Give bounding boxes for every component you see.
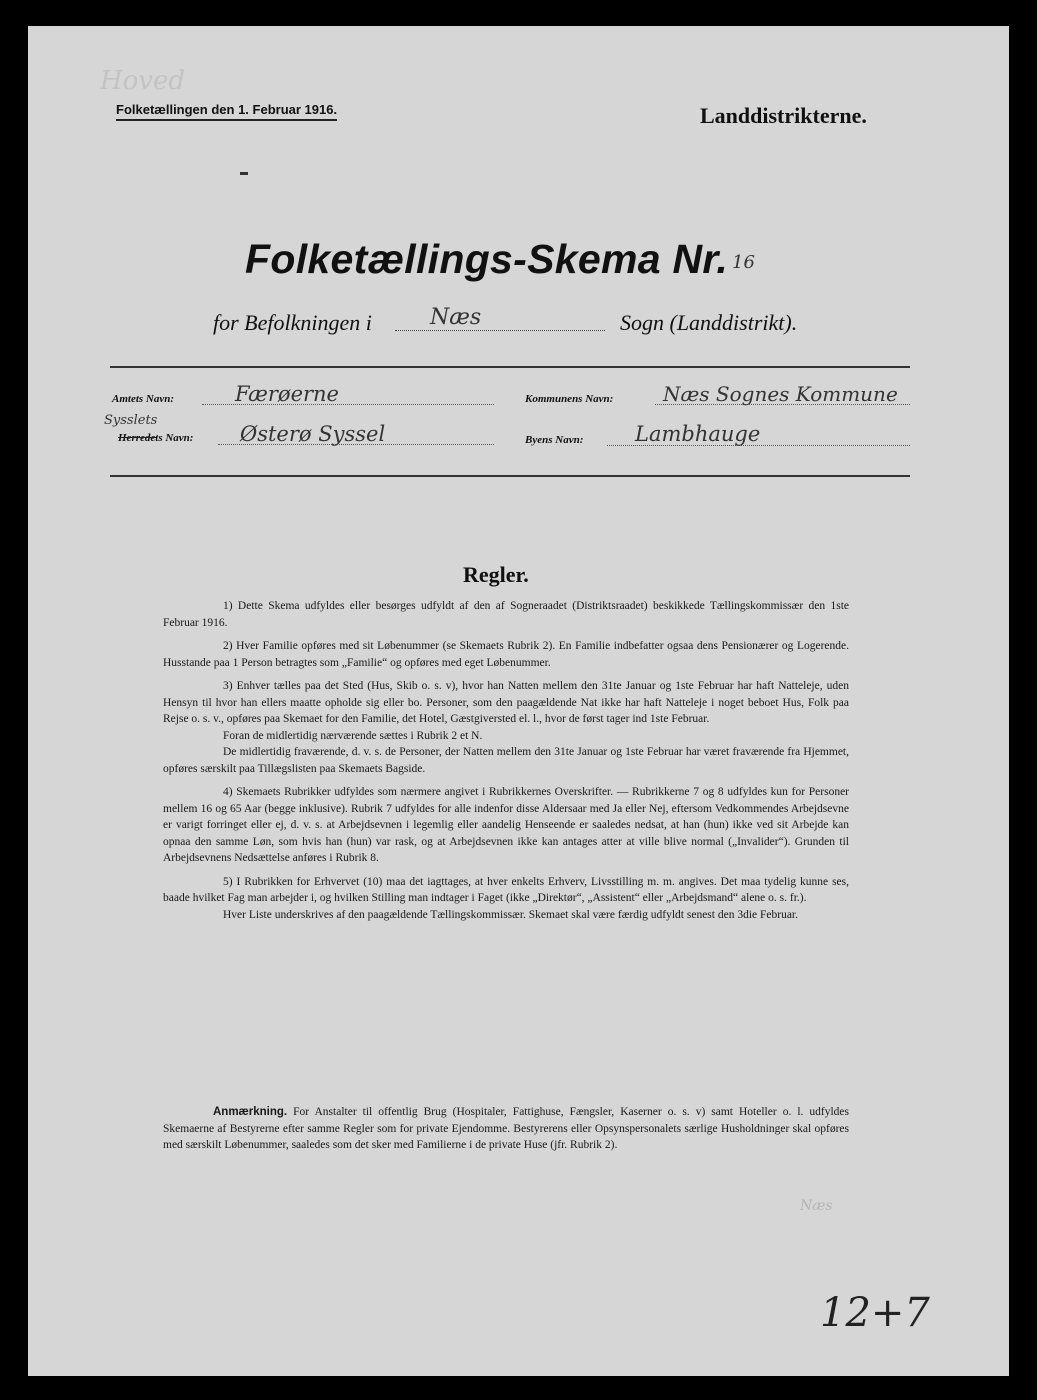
rules-text bbox=[163, 598, 849, 930]
district-type-header: Landdistrikterne. bbox=[700, 103, 867, 128]
rules-heading: Regler. bbox=[463, 562, 529, 587]
bleed-through-text: Hoved bbox=[100, 66, 186, 96]
amt-label: Amtets Navn: bbox=[112, 393, 175, 405]
rule-signature: Hver Liste underskrives af den paagældende Tællingskommissær. Skemaet skal være færdig udfyldt senest den 3die Februar. bbox=[223, 908, 798, 921]
herred-label: Herredets Navn: bbox=[118, 432, 194, 444]
subtitle-prefix: for Befolkningen i bbox=[213, 310, 372, 335]
form-title: Folketællings-Skema Nr. bbox=[245, 236, 729, 282]
note-label: Anmærkning. bbox=[213, 1106, 288, 1118]
divider-bottom bbox=[110, 475, 910, 477]
bleed-through-mark: Næs bbox=[800, 1198, 833, 1214]
kommune-value: Næs Sognes Kommune bbox=[663, 382, 898, 406]
form-number: 16 bbox=[732, 252, 755, 273]
amt-value: Færøerne bbox=[235, 382, 339, 406]
divider-top bbox=[110, 366, 910, 368]
parish-dotted-line bbox=[395, 330, 605, 331]
note-text: For Anstalter til offentlig Brug (Hospitaler, Fattighuse, Fængsler, Kaserner o. s. v) samt Hoteller o. l. udfyldes Skemaerne af Bestyrerne efter samme Regler som for private Ejendomme. Bestyrerens eller Opsynspersonalets særlige Husholdninger skal opføres med særskilt Løbenummer, saaledes som det sker med Familierne i de private Huse (jfr. Rubrik 2). bbox=[163, 1106, 850, 1151]
subtitle-suffix: Sogn (Landdistrikt). bbox=[620, 310, 798, 335]
kommune-label: Kommunens Navn: bbox=[525, 393, 614, 405]
herred-prefix-handwritten: Sysslets bbox=[104, 413, 158, 428]
herred-strikethrough bbox=[118, 437, 156, 438]
rule-3-absent: De midlertidig fraværende, d. v. s. de Personer, der Natten mellem den 31te Januar og 1ste Februar har været fraværende fra Hjemmet, opføres særskilt paa Tillægslisten paa Skemaets Bagside. bbox=[163, 746, 849, 775]
rule-3: 3) Enhver tælles paa det Sted (Hus, Skib o. s. v), hvor han Natten mellem den 31te Januar og 1ste Februar har haft Natteleje, uden Hensyn til hvor han ellers maatte opholde sig eller bo. Personer, som den paagældende Nat ikke har haft Natteleje i noget beboet Hus, Folk paa Rejse o. s. v., opføres paa Skemaet for den Familie, det Hotel, Gæstgiversted el. l., hvor de først tager ind 1ste Februar. bbox=[163, 680, 849, 725]
corner-number: 12+7 bbox=[820, 1290, 930, 1336]
parish-value: Næs bbox=[430, 305, 482, 330]
dash-mark bbox=[240, 172, 248, 175]
rule-2: 2) Hver Familie opføres med sit Løbenummer (se Skemaets Rubrik 2). En Familie indbefatter ogsaa dens Pensionærer og Logerende. Husstande paa 1 Person betragtes som „Familie“ og opføres med eget Løbenummer. bbox=[163, 640, 849, 669]
census-date-header: Folketællingen den 1. Februar 1916. bbox=[116, 102, 337, 121]
rule-5: 5) I Rubrikken for Erhvervet (10) maa det iagttages, at hver enkelts Erhverv, Livsstilling m. m. angives. Det maa tydelig kunne ses, baade hvilket Fag man arbejder i, og hvilken Stilling man indtager i Faget (ikke „Direktør“, „Assistent“ eller „Arbejdsmand“ alene o. s. fr.). bbox=[163, 875, 849, 904]
by-label: Byens Navn: bbox=[525, 434, 584, 446]
rule-3-present: Foran de midlertidig nærværende sættes i Rubrik 2 et N. bbox=[223, 729, 483, 742]
rule-4: 4) Skemaets Rubrikker udfyldes som nærmere angivet i Rubrikkernes Overskrifter. — Rubrikkerne 7 og 8 udfyldes kun for Personer mellem 16 og 65 Aar (begge inklusive). Rubrik 7 udfyldes for alle indenfor disse Aldersaar med Ja eller Nej, eftersom Vedkommendes Arbejdsevne er varigt forringet eller ej, d. v. s. at Arbejdsevnen i legemlig eller aandelig Henseende er saaledes nedsat, at han (hun) ikke ved sit Arbejde kan opnaa den samme Løn, som hvis han (hun) var rask, og at Arbejdsevnen ikke kan antages atter at ville blive normal („Invalider“). Grunden til Arbejdsevnens Nedsættelse anføres i Rubrik 8. bbox=[163, 786, 849, 864]
note-section bbox=[163, 1104, 849, 1154]
herred-value: Østerø Syssel bbox=[240, 422, 386, 446]
by-value: Lambhauge bbox=[635, 422, 761, 446]
rule-1: 1) Dette Skema udfyldes eller besørges udfyldt af den af Sogneraadet (Distriktsraadet) beskikkede Tællingskommissær den 1ste Februar 1916. bbox=[163, 600, 849, 629]
